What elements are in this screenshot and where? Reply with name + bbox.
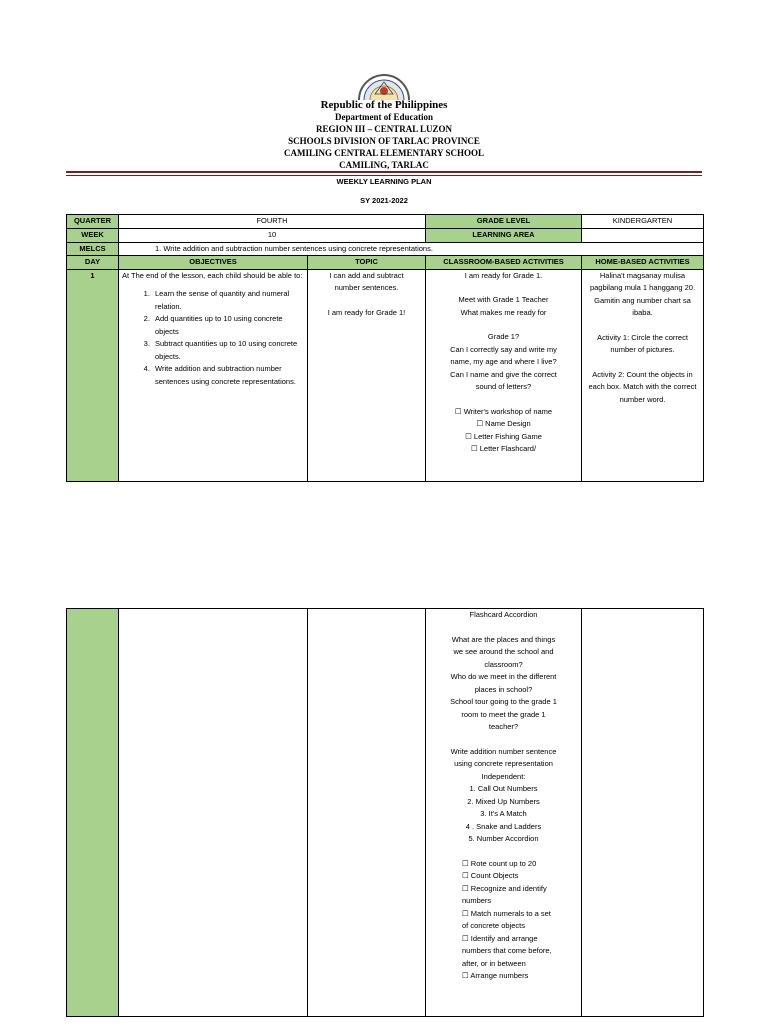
header-location: CAMILING, TARLAC — [339, 160, 429, 170]
classroom-line: What makes me ready for — [460, 307, 547, 317]
header-region: REGION III – CENTRAL LUZON — [315, 124, 453, 134]
objectives-list — [122, 288, 304, 388]
header-division: SCHOOLS DIVISION OF TARLAC PROVINCE — [288, 136, 480, 146]
classroom-activities-cell — [426, 269, 582, 481]
checklist-item: ☐ Arrange numbers — [462, 971, 529, 980]
grade-level-label: GRADE LEVEL — [426, 215, 582, 229]
home-activities-continued — [582, 609, 704, 1017]
independent-item: 5. Number Accordion — [468, 834, 539, 843]
col-home-header: HOME-BASED ACTIVITIES — [582, 256, 704, 270]
classroom-line: Independent: — [481, 771, 526, 781]
objectives-intro: At The end of the lesson, each child should be able to: — [122, 270, 303, 280]
home-line: Activity 2: Count the objects in each box. Match with the correct number word. — [588, 369, 697, 404]
classroom-line: School tour going to the grade 1 room to meet the grade 1 teacher? — [450, 697, 557, 731]
school-year: SY 2021-2022 — [360, 196, 408, 205]
classroom-activities-continued — [426, 609, 582, 1017]
grade-level-value: KINDERGARTEN — [582, 215, 704, 229]
classroom-line: ☐ Letter Fishing Game — [465, 431, 542, 441]
classroom-line: Write addition number sentence using concrete representation — [450, 746, 557, 768]
independent-item: 1. Call Out Numbers — [469, 784, 538, 793]
topic-line-1: I can add and subtract number sentences. — [329, 270, 404, 292]
col-classroom-header: CLASSROOM-BASED ACTIVITIES — [426, 256, 582, 270]
col-day-header: DAY — [67, 256, 119, 270]
classroom-line: ☐ Letter Flashcard/ — [470, 444, 537, 453]
day-cell-continued — [67, 609, 119, 1017]
melcs-value: 1. Write addition and subtraction number sentences using concrete representations. — [119, 242, 704, 256]
objective-item: 1. Learn the sense of quantity and numeral relation. — [152, 288, 304, 313]
week-label: WEEK — [67, 229, 119, 243]
classroom-line: Flashcard Accordion — [469, 610, 538, 619]
learning-area-value — [582, 229, 704, 243]
continuation-table — [66, 608, 704, 1017]
objectives-cell — [119, 269, 308, 481]
header-divider — [66, 171, 702, 173]
checklist-item: ☐ Rote count up to 20 — [462, 858, 537, 868]
checklist-item: ☐ Identify and arrange numbers that come before, after, or in between — [462, 933, 552, 968]
weekly-plan-table — [66, 214, 704, 482]
topic-cell — [308, 269, 426, 481]
classroom-line: I am ready for Grade 1. — [464, 270, 543, 280]
checklist-item: ☐ Recognize and identify numbers — [462, 883, 547, 905]
week-value: 10 — [119, 229, 426, 243]
checklist-item: ☐ Match numerals to a set of concrete objects — [462, 908, 551, 930]
classroom-line: Grade 1? — [487, 332, 520, 341]
objective-item: 2. Add quantities up to 10 using concrete objects — [152, 313, 304, 338]
objectives-cell-continued — [119, 609, 308, 1017]
classroom-line: ☐ Writer's workshop of name — [454, 406, 553, 416]
checklist-item: ☐ Count Objects — [462, 871, 519, 880]
topic-line-2: I am ready for Grade 1! — [327, 307, 406, 317]
melcs-label: MELCS — [67, 242, 119, 256]
header-department: Department of Education — [335, 112, 433, 122]
home-activities-cell — [582, 269, 704, 481]
independent-item: 2. Mixed Up Numbers — [467, 796, 540, 806]
col-topic-header: TOPIC — [308, 256, 426, 270]
deped-seal-icon — [353, 64, 415, 100]
home-line: Halina't magsanay mulisa pagbilang mula 1 hanggang 20. Gamitin ang number chart sa ibaba. — [589, 270, 696, 317]
home-line: Activity 1: Circle the correct number of pictures. — [597, 332, 688, 354]
learning-area-label: LEARNING AREA — [426, 229, 582, 243]
classroom-line: Meet with Grade 1 Teacher — [458, 295, 549, 304]
header-republic: Republic of the Philippines — [320, 99, 448, 111]
classroom-line: Can I name and give the correct sound of letters? — [450, 369, 557, 391]
classroom-line: ☐ Name Design — [476, 419, 531, 428]
quarter-value: FOURTH — [119, 215, 426, 229]
topic-cell-continued — [308, 609, 426, 1017]
header-school: CAMILING CENTRAL ELEMENTARY SCHOOL — [284, 148, 484, 158]
plan-title: WEEKLY LEARNING PLAN — [336, 177, 432, 186]
classroom-line: What are the places and things we see around the school and classroom? — [451, 634, 556, 669]
classroom-line: Who do we meet in the different places in school? — [450, 672, 557, 694]
objective-item: 3. Subtract quantities up to 10 using concrete objects. — [152, 338, 304, 363]
col-objectives-header: OBJECTIVES — [119, 256, 308, 270]
independent-item: 4 . Snake and Ladders — [465, 821, 542, 831]
header-divider-thin — [66, 175, 702, 176]
objective-item: 4. Write addition and subtraction number sentences using concrete representations. — [152, 363, 304, 388]
quarter-label: QUARTER — [67, 215, 119, 229]
independent-item: 3. It's A Match — [480, 809, 527, 818]
classroom-line: Can I correctly say and write my name, my age and where I live? — [450, 344, 557, 366]
day-cell: 1 — [67, 269, 119, 481]
